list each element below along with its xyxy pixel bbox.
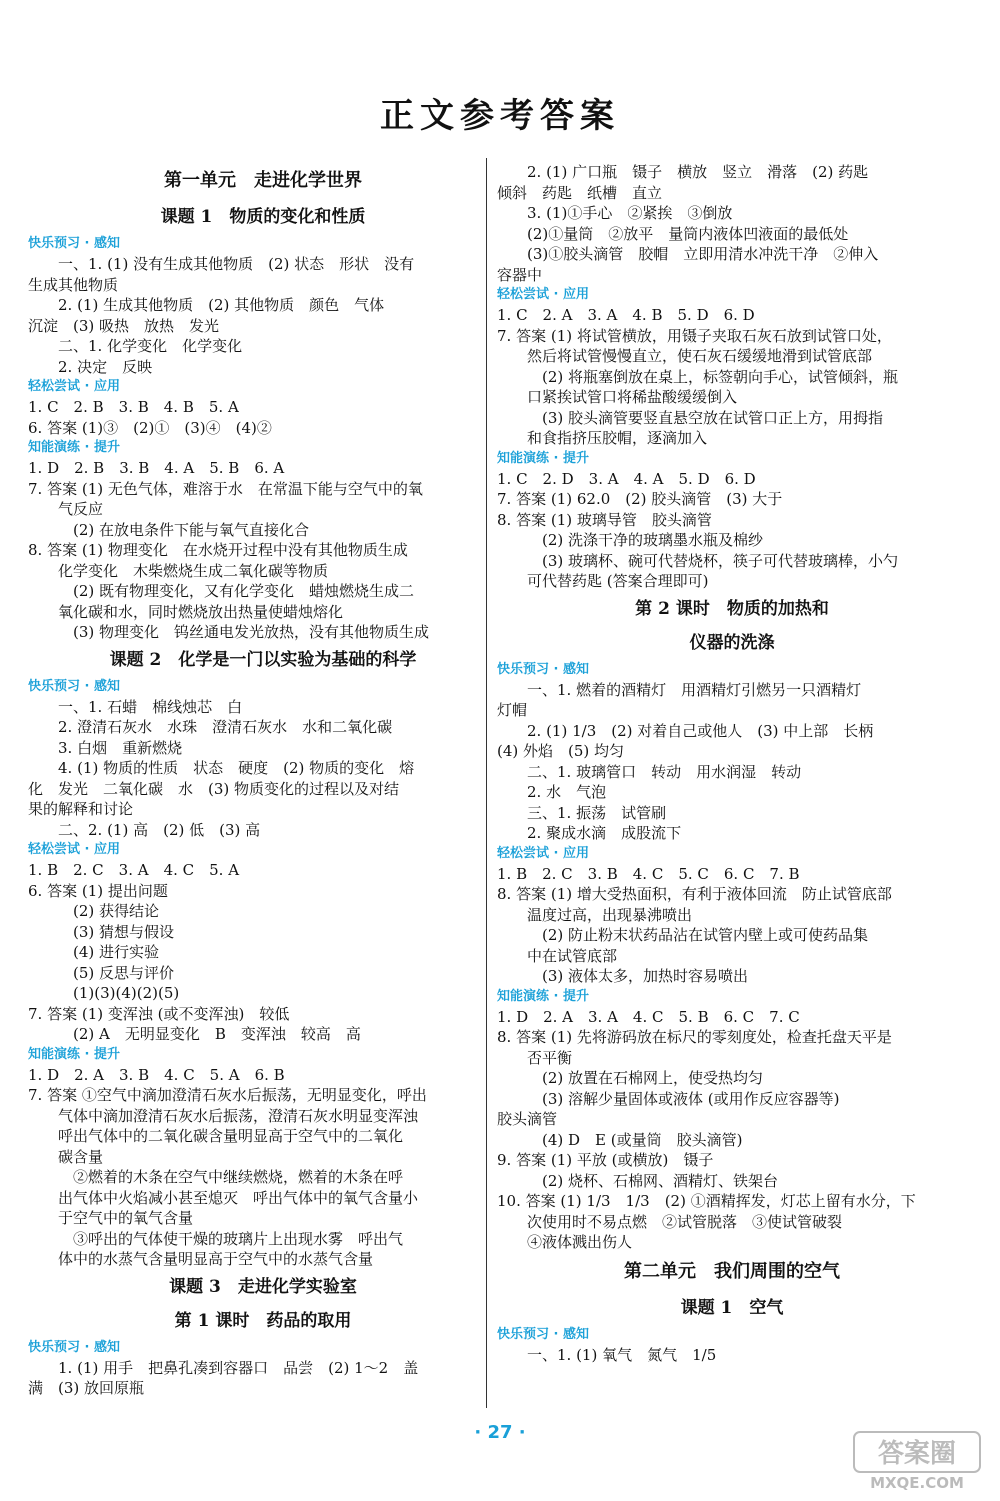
answer-line: (2) 防止粉末状药品沾在试管内壁上或可使药品集 (542, 926, 869, 944)
section-label: 轻松尝试 · 应用 (497, 287, 589, 302)
section-label: 快乐预习 · 感知 (497, 661, 589, 677)
answer-line: 2. 聚成水滴 成股流下 (527, 824, 682, 842)
answer-line: (4) D E (或量筒 胶头滴管) (542, 1130, 743, 1149)
answer-line: 7. 答案 (1) 62.0 (2) 胶头滴管 (3) 大于 (497, 490, 783, 508)
topic-heading: 仪器的洗涤 (689, 632, 775, 653)
answer-line: 8. 答案 (1) 增大受热面积，有利于液体回流 防止试管底部 (497, 885, 892, 903)
answer-line: 于空气中的氧气含量 (58, 1209, 194, 1227)
answer-line: (3)①胶头滴管 胶帽 立即用清水冲洗干净 ②伸入 (527, 245, 879, 263)
answer-line: 次使用时不易点燃 ②试管脱落 ③使试管破裂 (527, 1212, 843, 1231)
answer-line: 碳含量 (58, 1147, 104, 1166)
answer-line: (3) 胶头滴管要竖直悬空放在试管口正上方，用拇指 (542, 408, 884, 427)
answer-line: (2) A 无明显变化 B 变浑浊 较高 高 (73, 1025, 361, 1043)
section-label: 轻松尝试 · 应用 (28, 842, 120, 857)
svg-text:MXQE.COM: MXQE.COM (870, 1474, 964, 1492)
answer-line: 氧化碳和水，同时燃烧放出热量使蜡烛熔化 (58, 602, 344, 621)
topic-heading: 课题 1 物质的变化和性质 (160, 207, 366, 227)
answer-line: 满 (3) 放回原瓶 (28, 1379, 145, 1397)
answer-line: (2) 既有物理变化，又有化学变化 蜡烛燃烧生成二 (73, 582, 415, 600)
answer-line: (2) 烧杯、石棉网、酒精灯、铁架台 (542, 1171, 779, 1190)
answer-line: 2. (1) 生成其他物质 (2) 其他物质 颜色 气体 (58, 296, 385, 314)
section-label: 快乐预习 · 感知 (28, 1339, 120, 1355)
answer-line: 2. (1) 1/3 (2) 对着自己或他人 (3) 中上部 长柄 (527, 721, 874, 740)
answer-line: (3) 猜想与假设 (73, 922, 175, 941)
section-label: 快乐预习 · 感知 (28, 678, 120, 694)
page-title: 正文参考答案 (380, 96, 620, 136)
answer-line: 8. 答案 (1) 先将游码放在标尺的零刻度处，检查托盘天平是 (497, 1028, 892, 1046)
section-label: 快乐预习 · 感知 (28, 236, 120, 251)
answer-line: 然后将试管慢慢直立，使石灰石缓缓地滑到试管底部 (527, 347, 873, 365)
section-label: 轻松尝试 · 应用 (497, 845, 589, 861)
answer-line: (5) 反思与评价 (73, 963, 175, 982)
answer-line: 7. 答案 (1) 变浑浊 (或不变浑浊) 较低 (28, 1004, 290, 1023)
answer-line: (4) 外焰 (5) 均匀 (497, 742, 625, 760)
answer-line: 8. 答案 (1) 玻璃导管 胶头滴管 (497, 510, 712, 529)
section-label: 知能演练 · 提升 (28, 440, 120, 455)
answer-line: 7. 答案 (1) 无色气体，难溶于水 在常温下能与空气中的氧 (28, 479, 423, 498)
answer-line: 口紧挨试管口将稀盐酸缓缓倒入 (527, 388, 738, 406)
answer-line: 呼出气体中的二氧化碳含量明显高于空气中的二氧化 (58, 1127, 404, 1145)
answer-line: 中在试管底部 (527, 946, 618, 965)
answer-line: (3) 溶解少量固体或液体 (或用作反应容器等) (542, 1089, 840, 1108)
answer-line: 化 发光 二氧化碳 水 (3) 物质变化的过程以及对结 (28, 779, 400, 798)
topic-heading: 第 2 课时 物质的加热和 (635, 598, 829, 619)
answer-line: 果的解释和讨论 (28, 800, 134, 818)
answer-line: (3) 玻璃杯、碗可代替烧杯，筷子可代替玻璃棒，小勺 (542, 551, 899, 570)
answer-line: 2. (1) 广口瓶 镊子 横放 竖立 滑落 (2) 药匙 (527, 163, 869, 181)
answer-line: 1. (1) 用手 把鼻孔凑到容器口 品尝 (2) 1～2 盖 (58, 1358, 419, 1377)
section-label: 知能演练 · 提升 (497, 450, 589, 466)
answer-line: 1. D 2. B 3. B 4. A 5. B 6. A (28, 459, 285, 477)
answer-line: 二、2. (1) 高 (2) 低 (3) 高 (58, 820, 261, 839)
answer-line: 9. 答案 (1) 平放 (或横放) 镊子 (497, 1151, 714, 1169)
section-label: 知能演练 · 提升 (28, 1046, 120, 1062)
unit-heading: 第一单元 走进化学世界 (164, 170, 362, 191)
answer-line: 可代替药匙 (答案合理即可) (527, 572, 709, 590)
answer-line: 和食指挤压胶帽，逐滴加入 (527, 429, 708, 447)
answer-line: 一、1. (1) 氧气 氮气 1/5 (527, 1345, 717, 1364)
section-label: 轻松尝试 · 应用 (28, 379, 120, 394)
answer-line: 1. B 2. C 3. B 4. C 5. C 6. C 7. B (497, 864, 800, 883)
answer-line: 否平衡 (527, 1048, 573, 1067)
answer-line: ②燃着的木条在空气中继续燃烧，燃着的木条在呼 (73, 1168, 404, 1186)
answer-line: 6. 答案 (1) 提出问题 (28, 881, 168, 900)
answer-line: 化学变化 木柴燃烧生成二氧化碳等物质 (58, 561, 329, 580)
answer-line: 气体中滴加澄清石灰水后振荡，澄清石灰水明显变浑浊 (58, 1106, 419, 1125)
answer-line: 沉淀 (3) 吸热 放热 发光 (28, 316, 220, 335)
answer-line: 一、1. 燃着的酒精灯 用酒精灯引燃另一只酒精灯 (527, 680, 862, 699)
answer-line: 2. 决定 反映 (58, 357, 153, 376)
topic-heading: 课题 1 空气 (680, 1297, 784, 1318)
answer-line: 二、1. 玻璃管口 转动 用水润湿 转动 (527, 762, 802, 781)
answer-line: 生成其他物质 (28, 275, 119, 294)
answer-line: 倾斜 药匙 纸槽 直立 (497, 183, 663, 202)
unit-heading: 第二单元 我们周围的空气 (624, 1260, 840, 1282)
answer-line: (2)①量筒 ②放平 量筒内液体凹液面的最低处 (527, 224, 849, 243)
answer-line: 1. C 2. B 3. B 4. B 5. A (28, 398, 239, 416)
answer-line: 二、1. 化学变化 化学变化 (58, 337, 243, 355)
answer-line: 3. (1)①手心 ②紧挨 ③倒放 (527, 204, 733, 222)
answer-line: 2. 澄清石灰水 水珠 澄清石灰水 水和二氧化碳 (58, 718, 393, 736)
answer-line: (2) 获得结论 (73, 902, 160, 920)
answer-line: 灯帽 (497, 701, 528, 719)
answer-line: (1)(3)(4)(2)(5) (73, 984, 180, 1002)
answer-line: 一、1. (1) 没有生成其他物质 (2) 状态 形状 没有 (58, 255, 415, 273)
svg-text:答案圈: 答案圈 (877, 1439, 957, 1469)
right-column (497, 162, 967, 1365)
answer-line: (2) 在放电条件下能与氧气直接化合 (73, 520, 310, 539)
answer-line: 10. 答案 (1) 1/3 1/3 (2) ①酒精挥发，灯芯上留有水分，下 (497, 1192, 916, 1210)
answer-line: 一、1. 石蜡 棉线烛芯 白 (58, 697, 243, 716)
answer-line: 6. 答案 (1)③ (2)① (3)④ (4)② (28, 418, 272, 437)
answer-line: 4. (1) 物质的性质 状态 硬度 (2) 物质的变化 熔 (58, 759, 415, 777)
answer-line: 1. C 2. A 3. A 4. B 5. D 6. D (497, 306, 755, 324)
answer-line: 容器中 (497, 265, 543, 284)
answer-line: ④液体溅出伤人 (527, 1233, 633, 1251)
answer-line: 1. B 2. C 3. A 4. C 5. A (28, 861, 240, 879)
answer-line: 胶头滴管 (497, 1110, 558, 1128)
answer-line: (3) 液体太多，加热时容易喷出 (542, 967, 749, 985)
answer-line: 7. 答案 (1) 将试管横放，用镊子夹取石灰石放到试管口处， (497, 326, 892, 345)
answer-line: 出气体中火焰减小甚至熄灭 呼出气体中的氧气含量小 (58, 1188, 419, 1207)
left-column (28, 162, 498, 1399)
answer-line: 3. 白烟 重新燃烧 (58, 738, 183, 757)
answer-line: ③呼出的气体使干燥的玻璃片上出现水雾 呼出气 (73, 1229, 404, 1248)
answer-line: 三、1. 振荡 试管刷 (527, 803, 667, 822)
answer-line: 1. D 2. A 3. A 4. C 5. B 6. C 7. C (497, 1007, 800, 1026)
section-label: 知能演练 · 提升 (497, 988, 589, 1004)
answer-line: 气反应 (58, 500, 104, 518)
answer-line: 1. D 2. A 3. B 4. C 5. A 6. B (28, 1065, 285, 1084)
topic-heading: 第 1 课时 药品的取用 (174, 1310, 352, 1331)
answer-line: (3) 物理变化 钨丝通电发光放热，没有其他物质生成 (73, 623, 430, 641)
answer-line: 8. 答案 (1) 物理变化 在水烧开过程中没有其他物质生成 (28, 541, 408, 559)
topic-heading: 课题 3 走进化学实验室 (169, 1276, 357, 1297)
page-number: · 27 · (474, 1422, 526, 1443)
topic-heading: 课题 2 化学是一门以实验为基础的科学 (109, 649, 417, 670)
answer-line: 温度过高，出现暴沸喷出 (527, 905, 693, 924)
watermark-logo (852, 1430, 982, 1492)
answer-line: (2) 放置在石棉网上，使受热均匀 (542, 1069, 764, 1087)
answer-line: 7. 答案 ①空气中滴加澄清石灰水后振荡，无明显变化，呼出 (28, 1086, 427, 1104)
section-label: 快乐预习 · 感知 (497, 1326, 589, 1342)
answer-line: 1. C 2. D 3. A 4. A 5. D 6. D (497, 469, 756, 488)
answer-line: 2. 水 气泡 (527, 783, 607, 801)
answer-line: (4) 进行实验 (73, 943, 160, 961)
answer-line: 体中的水蒸气含量明显高于空气中的水蒸气含量 (58, 1250, 374, 1268)
answer-line: (2) 将瓶塞倒放在桌上，标签朝向手心，试管倾斜，瓶 (542, 367, 899, 386)
answer-line: (2) 洗涤干净的玻璃墨水瓶及棉纱 (542, 531, 764, 549)
